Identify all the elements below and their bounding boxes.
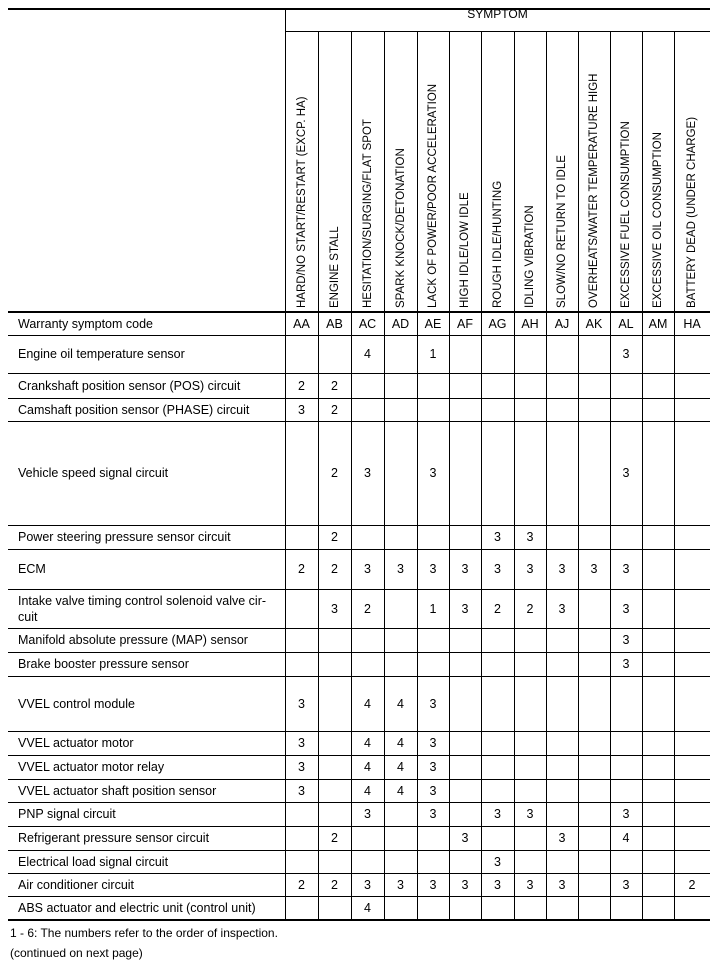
component-label: Manifold absolute pressure (MAP) sensor — [18, 633, 248, 647]
symptom-header — [290, 36, 314, 308]
inspection-order-cell: 3 — [558, 831, 566, 845]
inspection-order-cell: 3 — [526, 530, 534, 544]
symptom-header-text: HIGH IDLE/LOW IDLE — [459, 192, 471, 308]
symptom-header-text: LACK OF POWER/POOR ACCELERATION — [427, 83, 439, 308]
symptom-title: SYMPTOM — [467, 7, 528, 21]
inspection-order-cell: 3 — [526, 562, 534, 576]
symptom-header-text: HESITATION/SURGING/FLAT SPOT — [361, 119, 374, 308]
inspection-order-cell: 3 — [429, 562, 437, 576]
inspection-order-cell: 3 — [494, 807, 501, 821]
inspection-order-cell: 3 — [622, 657, 630, 671]
symptom-header — [453, 36, 477, 308]
warranty-code: AF — [457, 316, 473, 331]
inspection-order-cell: 2 — [688, 877, 696, 892]
inspection-order-cell: 2 — [331, 378, 338, 393]
inspection-order-cell: 4 — [364, 347, 371, 361]
column-rule — [674, 31, 675, 920]
warranty-code-label: Warranty symptom code — [18, 316, 153, 331]
inspection-order-cell: 2 — [331, 402, 338, 417]
inspection-order-cell: 3 — [558, 562, 566, 576]
inspection-order-cell: 3 — [494, 877, 501, 892]
inspection-order-cell: 3 — [298, 736, 305, 750]
symptom-header — [614, 36, 638, 308]
inspection-order-cell: 3 — [494, 562, 501, 576]
warranty-code: AB — [326, 316, 343, 331]
inspection-order-cell: 4 — [364, 760, 371, 774]
inspection-order-cell: 3 — [429, 783, 437, 798]
symptom-header — [421, 36, 445, 308]
inspection-order-cell: 2 — [526, 601, 534, 616]
inspection-order-cell: 3 — [622, 562, 630, 576]
inspection-order-cell: 3 — [298, 402, 305, 417]
warranty-code: AH — [521, 316, 539, 331]
inspection-order-cell: 3 — [526, 877, 534, 892]
component-label: PNP signal circuit — [18, 807, 116, 821]
inspection-order-cell: 2 — [331, 877, 338, 892]
symptom-header — [486, 36, 510, 308]
inspection-order-cell: 4 — [364, 901, 371, 915]
inspection-order-cell: 3 — [622, 466, 630, 480]
component-label: Brake booster pressure sensor — [18, 657, 189, 671]
warranty-code: HA — [683, 316, 701, 331]
symptom-header — [518, 36, 542, 308]
symptom-header — [550, 36, 574, 308]
symptom-header-text: HARD/NO START/RESTART (EXCP. HA) — [295, 96, 308, 308]
inspection-order-cell: 3 — [622, 601, 630, 616]
symptom-header — [680, 36, 704, 308]
inspection-order-cell: 4 — [397, 736, 404, 750]
inspection-order-cell: 3 — [461, 877, 469, 892]
inspection-order-cell: 3 — [590, 562, 598, 576]
symptom-header — [356, 36, 380, 308]
inspection-order-cell: 3 — [429, 466, 437, 480]
inspection-order-cell: 2 — [298, 562, 305, 576]
component-label: Crankshaft position sensor (POS) circuit — [18, 378, 241, 393]
symptom-header-text: SLOW/NO RETURN TO IDLE — [556, 155, 568, 308]
warranty-code: AD — [391, 316, 410, 331]
inspection-order-cell: 3 — [494, 854, 501, 869]
inspection-order-cell: 3 — [364, 877, 371, 892]
inspection-order-cell: 2 — [331, 831, 338, 845]
symptom-header — [323, 36, 347, 308]
warranty-code: AE — [424, 316, 442, 331]
inspection-order-cell: 4 — [622, 831, 630, 845]
inspection-order-cell: 3 — [622, 633, 630, 647]
symptom-header — [582, 36, 606, 308]
inspection-order-cell: 3 — [397, 877, 404, 892]
inspection-order-cell: 2 — [331, 530, 338, 544]
component-label: Electrical load signal circuit — [18, 854, 169, 869]
inspection-order-cell: 3 — [622, 347, 630, 361]
symptom-header-text: ENGINE STALL — [328, 226, 341, 308]
component-label: VVEL actuator motor — [18, 736, 134, 750]
inspection-order-cell: 3 — [298, 760, 305, 774]
inspection-order-cell: 2 — [298, 877, 305, 892]
inspection-order-cell: 3 — [364, 562, 371, 576]
inspection-order-cell: 2 — [331, 466, 338, 480]
symptom-header — [646, 36, 670, 308]
inspection-order-cell: 3 — [429, 877, 437, 892]
inspection-order-cell: 3 — [397, 562, 404, 576]
warranty-code: AA — [293, 316, 310, 331]
component-label: Intake valve timing control solenoid valve cir- cuit — [18, 593, 267, 624]
inspection-order-cell: 4 — [397, 783, 404, 798]
symptom-header-text: SPARK KNOCK/DETONATION — [394, 148, 407, 308]
column-rule — [449, 31, 450, 920]
symptom-header-text: ROUGH IDLE/HUNTING — [491, 180, 504, 308]
component-label: ECM — [18, 562, 46, 576]
column-rule — [481, 31, 482, 920]
column-rule — [514, 31, 515, 920]
inspection-order-cell: 3 — [558, 601, 566, 616]
symptom-header-text: EXCESSIVE FUEL CONSUMPTION — [620, 121, 632, 308]
component-label: Air conditioner circuit — [18, 877, 135, 892]
inspection-order-cell: 3 — [622, 877, 630, 892]
component-label: ABS actuator and electric unit (control unit) — [18, 901, 256, 915]
component-label: Camshaft position sensor (PHASE) circuit — [18, 402, 250, 417]
inspection-order-cell: 4 — [364, 783, 371, 798]
component-label: Vehicle speed signal circuit — [18, 466, 169, 480]
warranty-code: AK — [585, 316, 603, 331]
inspection-order-cell: 3 — [526, 807, 534, 821]
inspection-order-cell: 4 — [364, 736, 371, 750]
inspection-order-cell: 3 — [429, 736, 437, 750]
column-rule — [546, 31, 547, 920]
inspection-order-cell: 3 — [558, 877, 566, 892]
inspection-order-cell: 3 — [622, 807, 630, 821]
component-label: VVEL actuator motor relay — [18, 760, 165, 774]
component-label: Refrigerant pressure sensor circuit — [18, 831, 210, 845]
inspection-order-cell: 3 — [494, 530, 501, 544]
inspection-order-cell: 2 — [494, 601, 501, 616]
inspection-order-cell: 3 — [461, 562, 469, 576]
inspection-order-cell: 3 — [364, 466, 371, 480]
component-label: Engine oil temperature sensor — [18, 347, 185, 361]
component-label: Power steering pressure sensor circuit — [18, 530, 231, 544]
warranty-code: AJ — [554, 316, 570, 331]
inspection-order-cell: 3 — [429, 807, 437, 821]
inspection-order-cell: 3 — [429, 760, 437, 774]
inspection-order-cell: 3 — [364, 807, 371, 821]
column-rule — [578, 31, 579, 920]
symptom-header-text: IDLING VIBRATION — [524, 205, 536, 308]
symptom-header-text: BATTERY DEAD (UNDER CHARGE) — [686, 116, 698, 308]
symptom-header-text: OVERHEATS/WATER TEMPERATURE HIGH — [588, 73, 600, 308]
warranty-code: AC — [358, 316, 377, 331]
inspection-order-cell: 3 — [461, 831, 469, 845]
component-label: VVEL control module — [18, 696, 135, 711]
inspection-order-cell: 2 — [298, 378, 305, 393]
inspection-order-cell: 2 — [364, 601, 371, 616]
footnote: 1 - 6: The numbers refer to the order of inspection. — [10, 926, 278, 940]
continued-note: (continued on next page) — [10, 946, 143, 960]
symptom-header-text: EXCESSIVE OIL CONSUMPTION — [652, 132, 664, 308]
inspection-order-cell: 3 — [429, 696, 437, 711]
inspection-order-cell: 3 — [331, 601, 338, 616]
warranty-code: AG — [488, 316, 507, 331]
inspection-order-cell: 2 — [331, 562, 338, 576]
inspection-order-cell: 1 — [429, 347, 437, 361]
warranty-code: AL — [618, 316, 634, 331]
inspection-order-cell: 4 — [397, 696, 404, 711]
column-rule — [642, 31, 643, 920]
warranty-code: AM — [648, 316, 668, 331]
inspection-order-cell: 3 — [461, 601, 469, 616]
inspection-order-cell: 1 — [429, 601, 437, 616]
symptom-title-rule — [285, 31, 710, 32]
inspection-order-cell: 3 — [298, 783, 305, 798]
component-label: VVEL actuator shaft position sensor — [18, 783, 217, 798]
inspection-order-cell: 4 — [397, 760, 404, 774]
inspection-order-cell: 3 — [298, 696, 305, 711]
inspection-order-cell: 4 — [364, 696, 371, 711]
symptom-header — [389, 36, 413, 308]
